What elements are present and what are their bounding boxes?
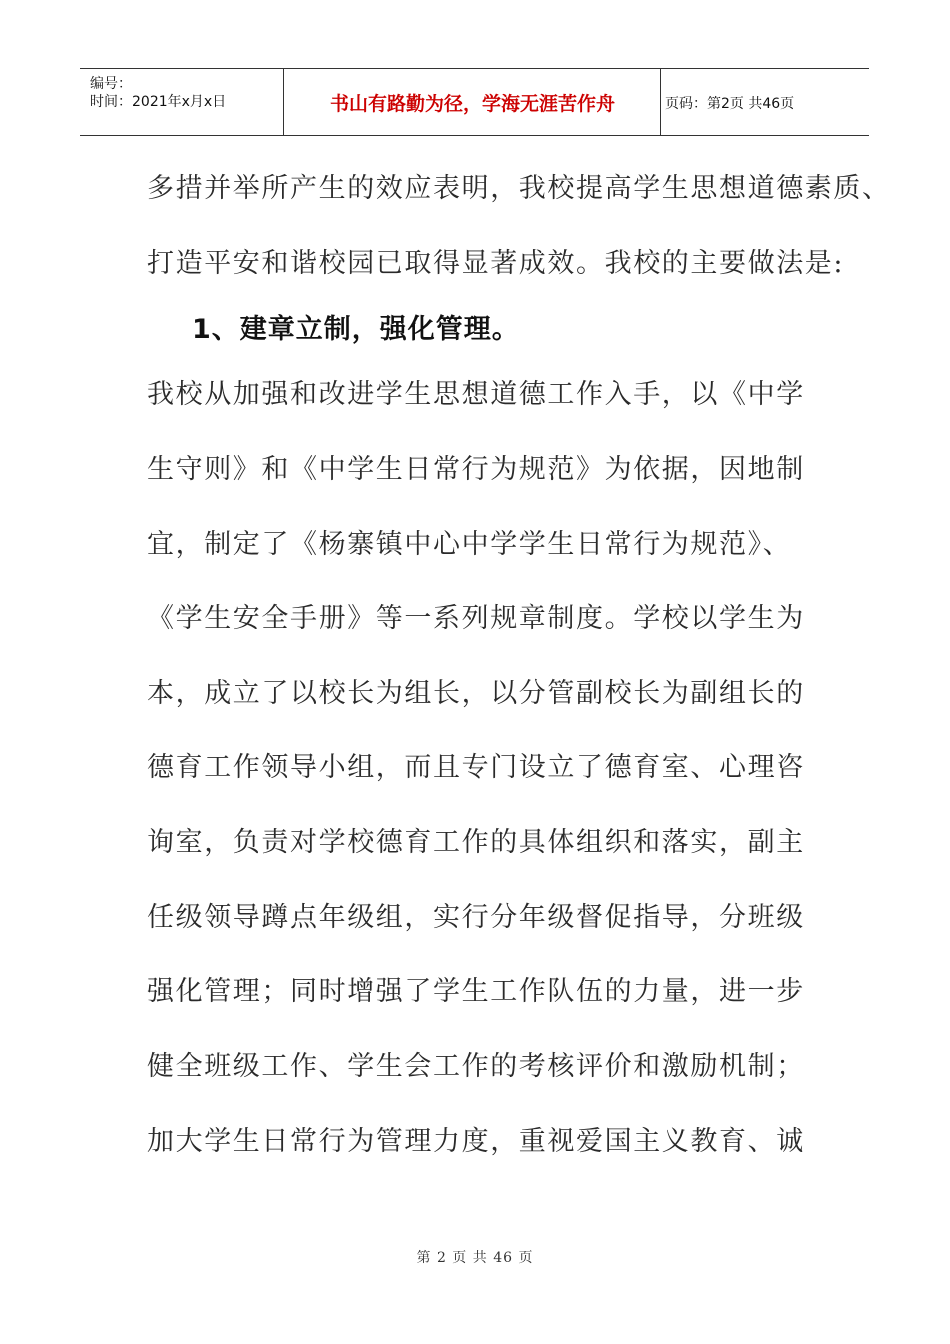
body-line-10: 任级领导蹲点年级组，实行分年级督促指导，分班级	[147, 902, 805, 933]
header-page-info: 页码：第2页 共46页	[665, 96, 795, 112]
body-line-6: 《学生安全手册》等一系列规章制度。学校以学生为	[147, 603, 805, 634]
body-line-1: 多措并举所产生的效应表明，我校提高学生思想道德素质、	[147, 173, 891, 204]
body-line-3: 我校从加强和改进学生思想道德工作入手，以《中学	[147, 379, 805, 410]
body-line-7: 本，成立了以校长为组长，以分管副校长为副组长的	[147, 678, 805, 709]
body-line-8: 德育工作领导小组，而且专门设立了德育室、心理咨	[147, 752, 805, 783]
body-line-4: 生守则》和《中学生日常行为规范》为依据，因地制	[147, 454, 805, 485]
document-header	[80, 68, 869, 136]
header-meta-cell	[80, 69, 284, 135]
page-footer: 第 2 页 共 46 页	[416, 1250, 534, 1266]
body-line-2: 打造平安和谐校园已取得显著成效。我校的主要做法是:	[147, 248, 845, 279]
body-line-13: 加大学生日常行为管理力度，重视爱国主义教育、诚	[147, 1126, 805, 1157]
header-motto: 书山有路勤为径，学海无涯苦作舟	[285, 69, 661, 135]
body-line-12: 健全班级工作、学生会工作的考核评价和激励机制；	[147, 1051, 805, 1082]
section-heading: 1、建章立制，强化管理。	[192, 314, 520, 345]
document-date-label: 时间：2021年x月x日	[90, 94, 227, 110]
document-number-label: 编号：	[90, 76, 132, 92]
body-line-5: 宜，制定了《杨寨镇中心中学学生日常行为规范》、	[147, 529, 792, 560]
body-line-9: 询室，负责对学校德育工作的具体组织和落实，副主	[147, 827, 805, 858]
body-line-11: 强化管理；同时增强了学生工作队伍的力量，进一步	[147, 976, 805, 1007]
